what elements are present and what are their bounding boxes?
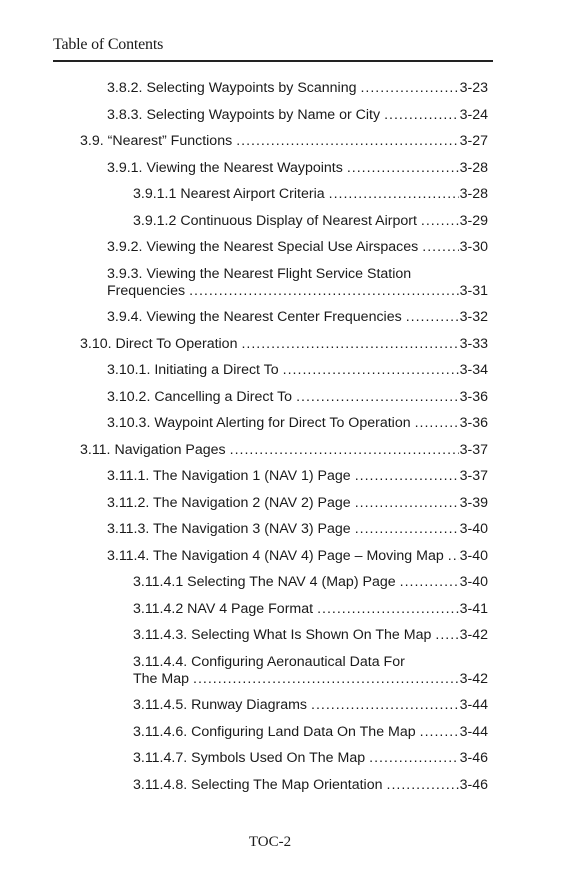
toc-entry-title: 3.8.2. Selecting Waypoints by Scanning — [107, 80, 357, 96]
toc-entry-title: 3.9. “Nearest” Functions — [80, 133, 233, 149]
toc-entry[interactable] — [107, 468, 488, 485]
toc-entry-title: 3.10. Direct To Operation — [80, 335, 238, 352]
toc-entry-page: 3-40 — [459, 574, 488, 590]
dot-leader — [189, 283, 459, 300]
toc-entry-title: The Map — [133, 670, 189, 687]
toc-entry-title: 3.11.4.5. Runway Diagrams — [133, 697, 308, 713]
toc-entry-title: 3.9.1.2 Continuous Display of Nearest Airport — [133, 212, 417, 229]
toc-entry[interactable] — [107, 309, 488, 326]
toc-entry[interactable] — [107, 548, 488, 565]
toc-entry[interactable] — [80, 336, 488, 353]
toc-entry-page: 3-24 — [459, 106, 488, 123]
toc-entry-title: 3.10.3. Waypoint Alerting for Direct To Operation — [107, 415, 411, 431]
toc-entry[interactable] — [133, 697, 488, 714]
toc-entry[interactable] — [133, 186, 488, 203]
toc-entry-title: 3.11.4.6. Configuring Land Data On The Map — [133, 723, 416, 740]
toc-entry[interactable] — [107, 239, 488, 256]
toc-entry-page: 3-37 — [459, 468, 488, 484]
toc-entry[interactable] — [133, 601, 488, 618]
toc-entry[interactable] — [107, 107, 488, 124]
dot-leader — [400, 574, 459, 591]
page-header-title: Table of Contents — [53, 36, 164, 53]
toc-entry[interactable] — [133, 627, 488, 644]
dot-leader — [422, 239, 458, 256]
toc-entry-page: 3-33 — [459, 335, 488, 352]
toc-entry-page: 3-41 — [459, 600, 488, 617]
dot-leader — [355, 521, 459, 538]
toc-entry[interactable] — [133, 574, 488, 591]
dot-leader — [384, 107, 458, 124]
dot-leader — [193, 671, 459, 688]
toc-entry-page: 3-46 — [459, 750, 488, 766]
toc-entry-title: 3.9.4. Viewing the Nearest Center Frequencies — [107, 309, 402, 325]
toc-entry-page: 3-46 — [459, 776, 488, 793]
dot-leader — [421, 213, 459, 230]
toc-entry-title: Frequencies — [107, 282, 186, 299]
dot-leader — [283, 362, 459, 379]
toc-entry-page: 3-37 — [459, 441, 488, 458]
toc-entry[interactable] — [107, 80, 488, 97]
toc-entry-title: 3.10.1. Initiating a Direct To — [107, 362, 279, 378]
toc-entry-page: 3-36 — [459, 388, 488, 405]
toc-entry-title: 3.11.2. The Navigation 2 (NAV 2) Page — [107, 494, 351, 511]
toc-entry-title: 3.11.4.7. Symbols Used On The Map — [133, 750, 366, 766]
dot-leader — [329, 186, 459, 203]
page-number: TOC-2 — [248, 834, 292, 850]
dot-leader — [236, 133, 458, 150]
toc-entry[interactable] — [133, 213, 488, 230]
toc-entry-title: 3.11.4.3. Selecting What Is Shown On The Map — [133, 627, 432, 643]
toc-entry-page: 3-42 — [459, 627, 488, 643]
toc-entry-title: 3.11.4.1 Selecting The NAV 4 (Map) Page — [133, 574, 396, 590]
toc-entry-title: 3.9.1.1 Nearest Airport Criteria — [133, 186, 325, 202]
dot-leader — [420, 724, 459, 741]
dot-leader — [355, 468, 459, 485]
dot-leader — [241, 336, 458, 353]
toc-entry-title-line1: 3.11.4.4. Configuring Aeronautical Data For — [133, 653, 405, 670]
dot-leader — [387, 777, 459, 794]
dot-leader — [369, 750, 458, 767]
toc-entry-page: 3-42 — [459, 670, 488, 687]
toc-entry[interactable] — [107, 521, 488, 538]
dot-leader — [435, 627, 458, 644]
toc-entry-title: 3.10.2. Cancelling a Direct To — [107, 388, 293, 405]
toc-entry[interactable] — [107, 389, 488, 406]
toc-entry-title: 3.8.3. Selecting Waypoints by Name or City — [107, 106, 381, 123]
toc-entry[interactable] — [80, 442, 488, 459]
dot-leader — [317, 601, 459, 618]
toc-entry-page: 3-44 — [459, 723, 488, 740]
toc-entry-title: 3.11.4.2 NAV 4 Page Format — [133, 600, 314, 617]
toc-entry[interactable] — [133, 654, 488, 688]
toc-entry-title: 3.11.4.8. Selecting The Map Orientation — [133, 776, 383, 793]
dot-leader — [360, 80, 458, 97]
dot-leader — [355, 495, 459, 512]
dot-leader — [296, 389, 459, 406]
toc-entry-page: 3-28 — [459, 159, 488, 176]
toc-entry-page: 3-36 — [459, 415, 488, 431]
toc-entry[interactable] — [107, 266, 488, 300]
toc-entry-page: 3-30 — [459, 239, 488, 255]
toc-entry-title: 3.11.4. The Navigation 4 (NAV 4) Page – Moving Map — [107, 547, 444, 564]
toc-entry-page: 3-27 — [459, 133, 488, 149]
toc-entry-page: 3-28 — [459, 186, 488, 202]
toc-entry-page: 3-29 — [459, 212, 488, 229]
toc-entry-title-line1: 3.9.3. Viewing the Nearest Flight Service Station — [107, 265, 412, 282]
toc-entry[interactable] — [107, 495, 488, 512]
toc-entry-title: 3.11.1. The Navigation 1 (NAV 1) Page — [107, 468, 351, 484]
toc-entry-title: 3.11. Navigation Pages — [80, 441, 226, 458]
toc-entry-page: 3-40 — [459, 547, 488, 564]
header-rule — [53, 60, 493, 62]
toc-entry[interactable] — [133, 750, 488, 767]
toc-entry[interactable] — [107, 362, 488, 379]
toc-entry[interactable] — [133, 777, 488, 794]
toc-entry-page: 3-44 — [459, 697, 488, 713]
dot-leader — [448, 548, 459, 565]
toc-entry[interactable] — [80, 133, 488, 150]
dot-leader — [230, 442, 459, 459]
table-of-contents — [0, 80, 577, 803]
dot-leader — [311, 697, 459, 714]
dot-leader — [415, 415, 459, 432]
toc-entry-title: 3.9.2. Viewing the Nearest Special Use Airspaces — [107, 239, 419, 255]
toc-entry-title: 3.11.3. The Navigation 3 (NAV 3) Page — [107, 521, 351, 537]
toc-entry[interactable] — [107, 160, 488, 177]
toc-entry-page: 3-23 — [459, 80, 488, 96]
toc-entry-page: 3-39 — [459, 494, 488, 511]
toc-entry-page: 3-40 — [459, 521, 488, 537]
toc-entry[interactable] — [133, 724, 488, 741]
dot-leader — [347, 160, 459, 177]
toc-entry[interactable] — [107, 415, 488, 432]
toc-entry-page: 3-34 — [459, 362, 488, 378]
toc-entry-page: 3-32 — [459, 309, 488, 325]
toc-entry-title: 3.9.1. Viewing the Nearest Waypoints — [107, 159, 343, 176]
dot-leader — [406, 309, 459, 326]
toc-entry-page: 3-31 — [459, 282, 488, 299]
